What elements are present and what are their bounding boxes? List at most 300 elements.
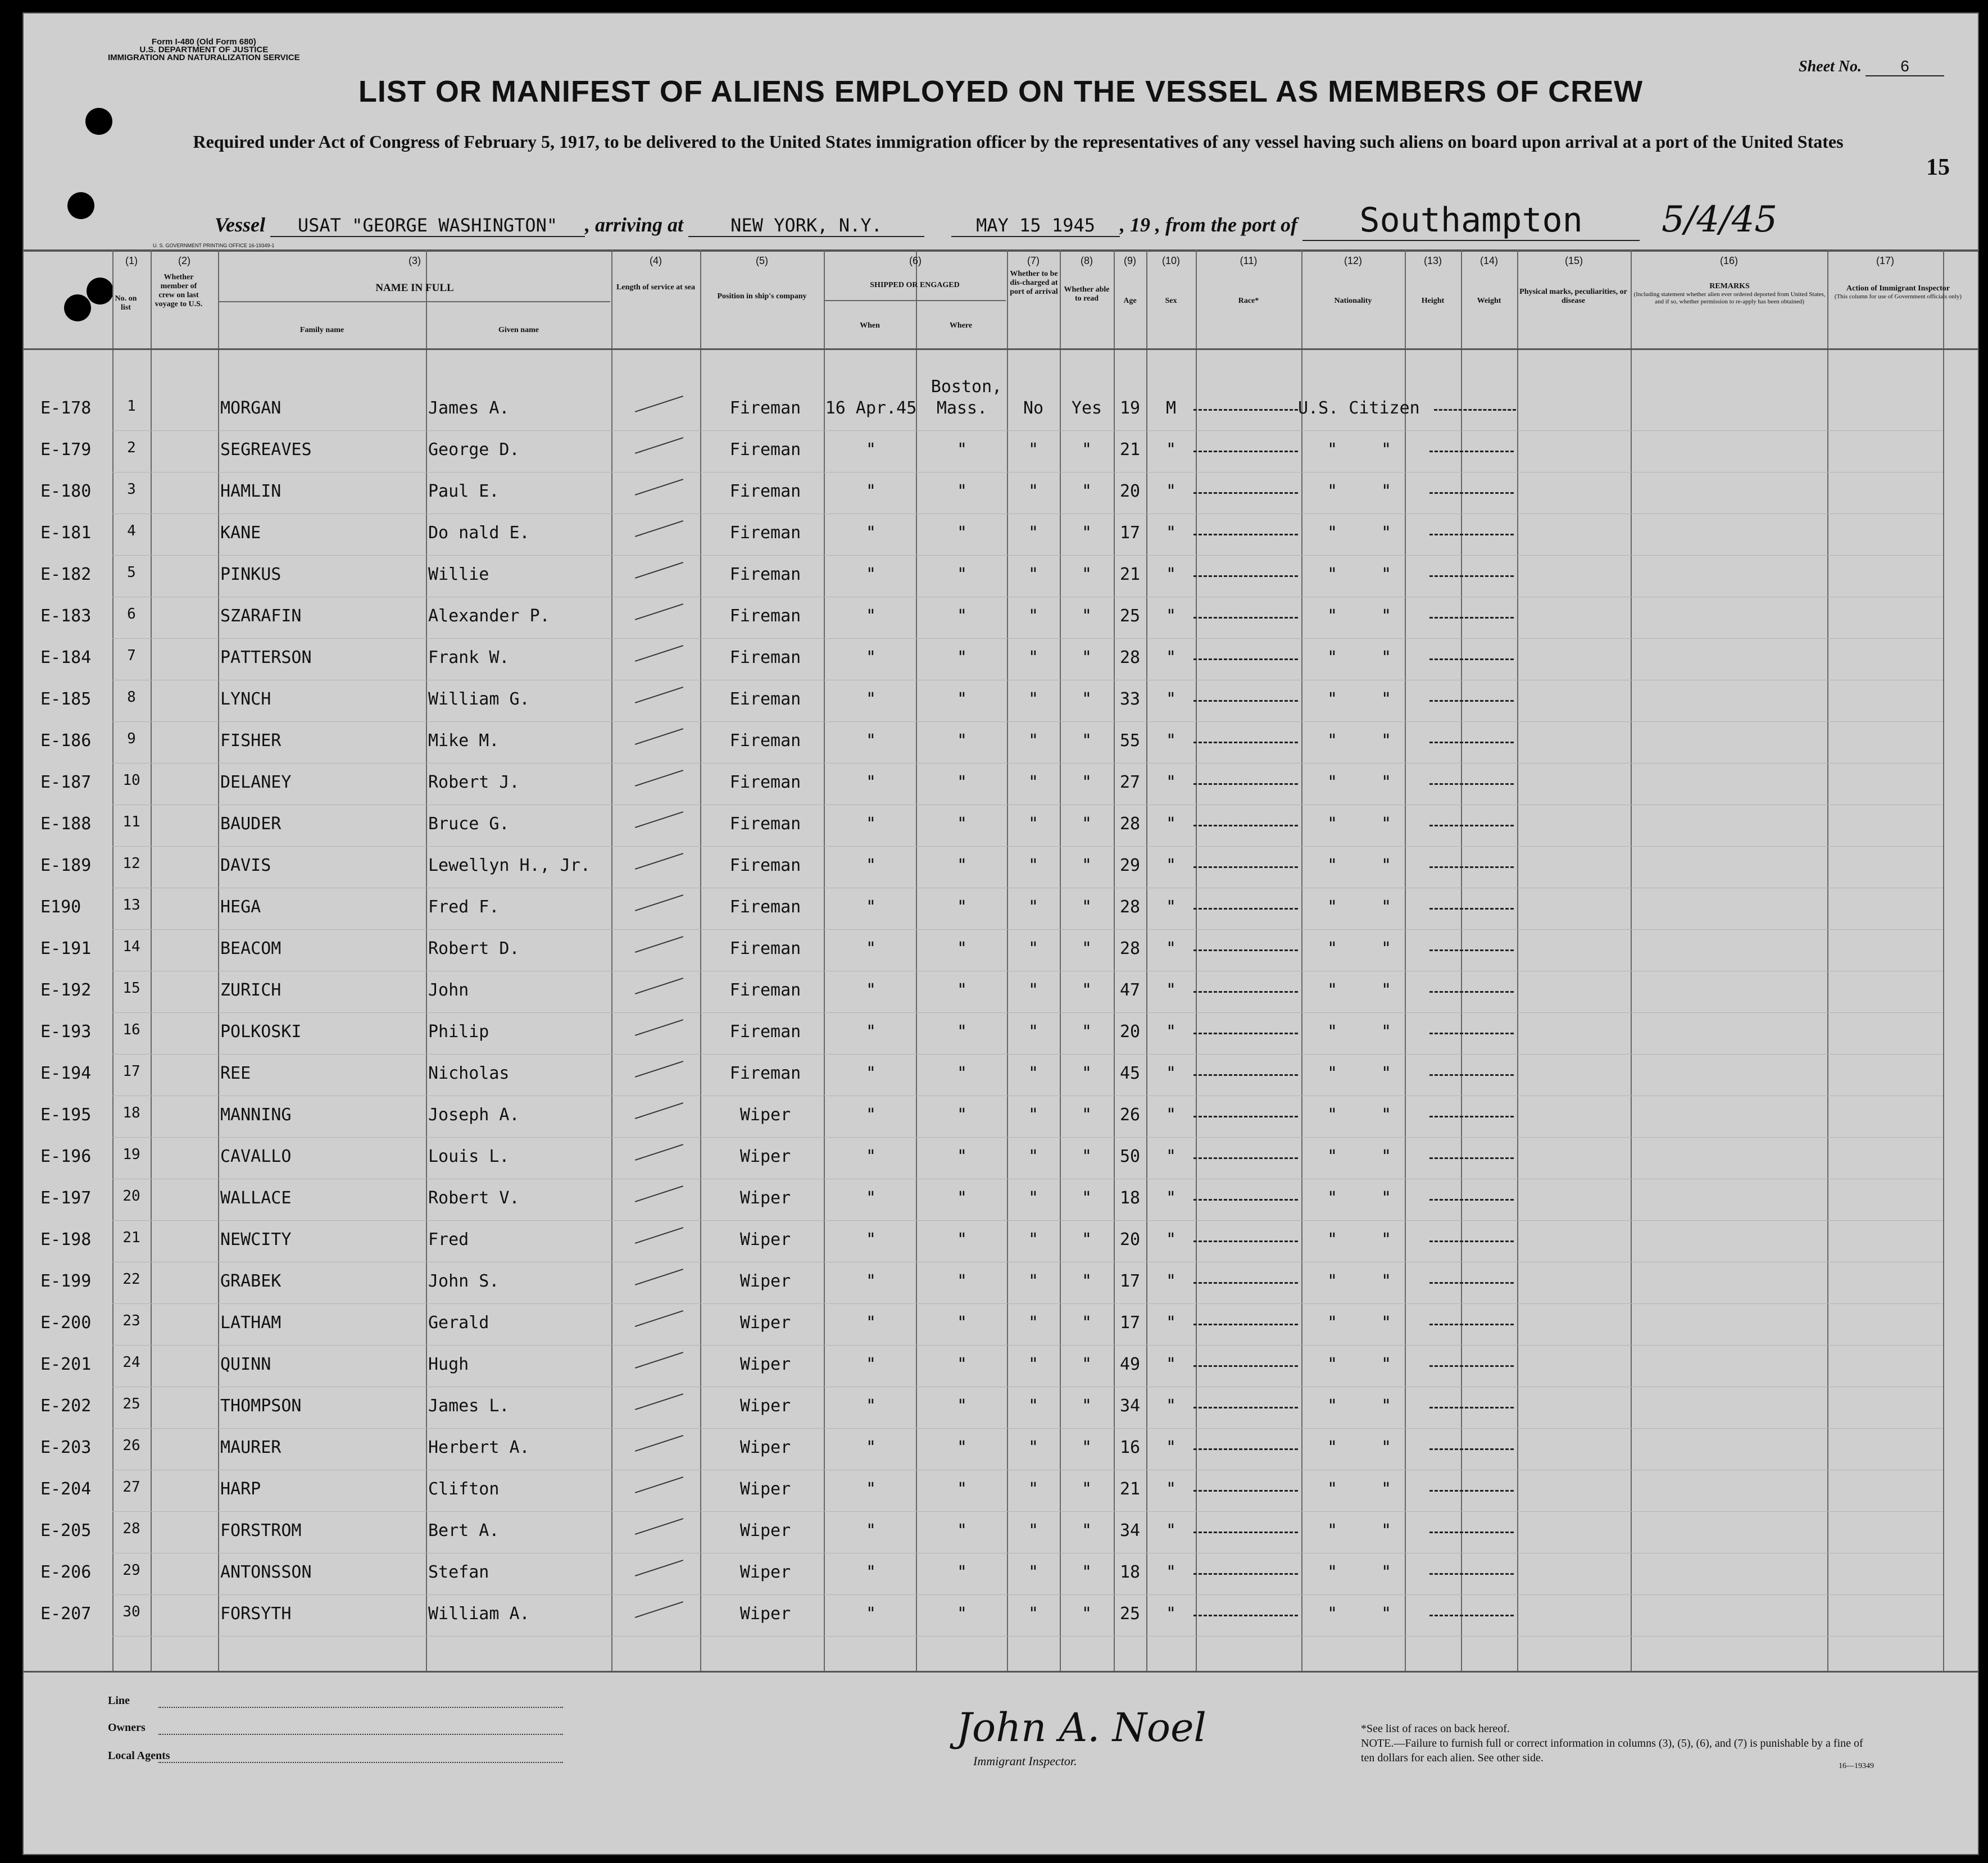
position: Wiper xyxy=(739,1105,791,1125)
ditto-able-read: " xyxy=(1081,897,1092,917)
col-last-voyage-header: Whether member of crew on last voyage to U.S. xyxy=(155,273,203,308)
age: 16 xyxy=(1119,1438,1141,1457)
ditto-when: " xyxy=(865,773,877,792)
discharged: No xyxy=(1023,398,1044,418)
ditto-able-read: " xyxy=(1081,939,1092,958)
ditto-nationality: " xyxy=(1381,481,1392,501)
given-name: Robert D. xyxy=(428,939,520,958)
age: 20 xyxy=(1119,1230,1141,1249)
column-rule xyxy=(112,249,114,1671)
column-rule xyxy=(1517,249,1518,1671)
family-name: POLKOSKI xyxy=(220,1022,302,1042)
ditto-nationality: " xyxy=(1381,689,1392,709)
column-rule xyxy=(1196,249,1197,1671)
column-number: (6) xyxy=(909,255,922,266)
ditto-when: " xyxy=(865,1147,877,1166)
vessel-name: USAT "GEORGE WASHINGTON" xyxy=(270,215,585,237)
service-check-mark xyxy=(635,894,683,911)
family-name: WALLACE xyxy=(220,1188,292,1208)
crew-id: E-203 xyxy=(40,1438,92,1457)
service-check-mark xyxy=(635,1019,683,1036)
family-name: MORGAN xyxy=(220,398,282,418)
ditto-where: " xyxy=(956,1230,968,1249)
column-rule xyxy=(1114,249,1115,1671)
ditto-sex: " xyxy=(1165,1271,1177,1291)
crew-id: E-179 xyxy=(40,440,92,460)
column-rule xyxy=(700,249,701,1671)
ditto-nationality: " xyxy=(1381,1562,1392,1582)
ditto-sex: " xyxy=(1165,481,1177,501)
position: Fireman xyxy=(729,398,801,418)
ditto-sex: " xyxy=(1165,1604,1177,1624)
ditto-where: " xyxy=(956,1604,968,1624)
ditto-when: " xyxy=(865,1271,877,1291)
family-name: HARP xyxy=(220,1479,261,1499)
ditto-sex: " xyxy=(1165,648,1177,667)
ditto-where: " xyxy=(956,939,968,958)
ditto-nationality: " xyxy=(1327,939,1338,958)
family-name: GRABEK xyxy=(220,1271,282,1291)
ditto-nationality: " xyxy=(1381,606,1392,626)
col-height-header: Height xyxy=(1421,297,1445,305)
row-number: 16 xyxy=(122,1021,140,1038)
crew-id: E-184 xyxy=(40,648,92,667)
family-name: FORSYTH xyxy=(220,1604,292,1624)
given-name: Gerald xyxy=(428,1313,489,1333)
ditto-where: " xyxy=(956,1479,968,1499)
family-name: HAMLIN xyxy=(220,481,282,501)
age: 28 xyxy=(1119,648,1141,667)
punch-hole xyxy=(85,108,112,135)
given-name: Willie xyxy=(428,565,489,584)
ditto-nationality: " xyxy=(1381,1271,1392,1291)
ditto-when: " xyxy=(865,440,877,460)
ditto-able-read: " xyxy=(1081,731,1092,751)
column-number: (8) xyxy=(1081,255,1093,266)
col-remarks-header: REMARKS (Including statement whether alien ever ordered deported from United States, and if so, whether permission to re-apply has been obtained) xyxy=(1633,282,1826,305)
ditto-sex: " xyxy=(1165,773,1177,792)
ditto-sex: " xyxy=(1165,565,1177,584)
family-name: FISHER xyxy=(220,731,282,751)
form-identifier: Form I-480 (Old Form 680) U.S. DEPARTMENT OF JUSTICE IMMIGRATION AND NATURALIZATION SERVICE xyxy=(108,37,300,62)
ditto-sex: " xyxy=(1165,440,1177,460)
family-name: PATTERSON xyxy=(220,648,312,667)
row-number: 14 xyxy=(122,938,140,955)
ditto-when: " xyxy=(865,1230,877,1249)
ditto-nationality: " xyxy=(1381,1022,1392,1042)
column-rule xyxy=(426,249,427,1671)
family-name: THOMPSON xyxy=(220,1396,302,1416)
crew-id: E-196 xyxy=(40,1147,92,1166)
given-name: Fred xyxy=(428,1230,469,1249)
position: Fireman xyxy=(729,648,801,667)
ditto-when: " xyxy=(865,481,877,501)
punch-hole xyxy=(67,192,94,219)
ditto-nationality: " xyxy=(1381,1479,1392,1499)
ditto-discharged: " xyxy=(1028,1188,1039,1208)
ditto-nationality: " xyxy=(1381,648,1392,667)
position: Fireman xyxy=(729,814,801,834)
col-nationality-header: Nationality xyxy=(1334,297,1372,305)
family-name: LATHAM xyxy=(220,1313,282,1333)
row-number: 17 xyxy=(122,1063,140,1080)
column-number: (9) xyxy=(1124,255,1136,266)
ditto-nationality: " xyxy=(1327,856,1338,875)
age: 25 xyxy=(1119,1604,1141,1624)
ditto-sex: " xyxy=(1165,606,1177,626)
crew-id: E-191 xyxy=(40,939,92,958)
ditto-where: " xyxy=(956,980,968,1000)
column-number: (14) xyxy=(1479,255,1498,266)
crew-id: E-194 xyxy=(40,1064,92,1083)
service-check-mark xyxy=(635,437,683,454)
ditto-nationality: " xyxy=(1381,1230,1392,1249)
family-name: SEGREAVES xyxy=(220,440,312,460)
row-number: 27 xyxy=(122,1479,140,1496)
ditto-nationality: " xyxy=(1327,565,1338,584)
age: 28 xyxy=(1119,897,1141,917)
age: 34 xyxy=(1119,1521,1141,1541)
ditto-where: " xyxy=(956,897,968,917)
family-name: NEWCITY xyxy=(220,1230,292,1249)
crew-id: E-199 xyxy=(40,1271,92,1291)
family-name: LYNCH xyxy=(220,689,271,709)
punch-hole xyxy=(64,294,91,321)
ditto-where: " xyxy=(956,523,968,543)
ditto-when: " xyxy=(865,565,877,584)
service-check-mark xyxy=(635,1310,683,1327)
service-check-mark xyxy=(635,1144,683,1161)
row-number: 6 xyxy=(127,606,136,622)
given-name: Lewellyn H., Jr. xyxy=(428,856,591,875)
crew-id: E-197 xyxy=(40,1188,92,1208)
row-number: 3 xyxy=(127,481,136,498)
crew-id: E-180 xyxy=(40,481,92,501)
ditto-nationality: " xyxy=(1381,1438,1392,1457)
given-name: Clifton xyxy=(428,1479,500,1499)
row-number: 10 xyxy=(122,772,140,789)
ditto-able-read: " xyxy=(1081,1064,1092,1083)
ditto-when: " xyxy=(865,1313,877,1333)
service-check-mark xyxy=(635,1518,683,1535)
col-name-header: NAME IN FULL xyxy=(375,282,454,294)
col-action-header: Action of Immigrant Inspector (This column for use of Government officials only) xyxy=(1834,284,1962,300)
shipped-where: Mass. xyxy=(936,398,988,418)
column-rule xyxy=(1827,249,1828,1671)
ditto-when: " xyxy=(865,1064,877,1083)
ditto-when: " xyxy=(865,1562,877,1582)
ditto-nationality: " xyxy=(1381,1188,1392,1208)
service-check-mark xyxy=(635,1061,683,1078)
row-number: 4 xyxy=(127,522,136,539)
column-number: (5) xyxy=(756,255,768,266)
ditto-nationality: " xyxy=(1381,1064,1392,1083)
position: Fireman xyxy=(729,1064,801,1083)
ditto-able-read: " xyxy=(1081,648,1092,667)
ditto-nationality: " xyxy=(1327,606,1338,626)
ditto-when: " xyxy=(865,689,877,709)
column-number: (2) xyxy=(178,255,190,266)
service-check-mark xyxy=(635,978,683,994)
ditto-able-read: " xyxy=(1081,1604,1092,1624)
column-rule xyxy=(1060,249,1061,1671)
sex: M xyxy=(1165,398,1177,418)
ditto-able-read: " xyxy=(1081,980,1092,1000)
ditto-able-read: " xyxy=(1081,689,1092,709)
crew-id: E-181 xyxy=(40,523,92,543)
crew-id: E-207 xyxy=(40,1604,92,1624)
position: Fireman xyxy=(729,481,801,501)
sheet-number: Sheet No. 6 xyxy=(1799,57,1944,76)
ditto-nationality: " xyxy=(1381,1147,1392,1166)
ditto-when: " xyxy=(865,648,877,667)
age: 50 xyxy=(1119,1147,1141,1166)
ditto-nationality: " xyxy=(1327,773,1338,792)
column-number: (1) xyxy=(125,255,138,266)
ditto-able-read: " xyxy=(1081,773,1092,792)
ditto-nationality: " xyxy=(1381,1396,1392,1416)
ditto-able-read: " xyxy=(1081,523,1092,543)
family-name: HEGA xyxy=(220,897,261,917)
position: Eireman xyxy=(729,689,801,709)
family-name: MAURER xyxy=(220,1438,282,1457)
ditto-able-read: " xyxy=(1081,1022,1092,1042)
ditto-able-read: " xyxy=(1081,1105,1092,1125)
row-number: 8 xyxy=(127,689,136,706)
ditto-discharged: " xyxy=(1028,897,1039,917)
ditto-where: " xyxy=(956,1064,968,1083)
ditto-able-read: " xyxy=(1081,565,1092,584)
column-rule xyxy=(824,249,825,1671)
ditto-discharged: " xyxy=(1028,814,1039,834)
ditto-discharged: " xyxy=(1028,856,1039,875)
ditto-discharged: " xyxy=(1028,689,1039,709)
service-check-mark xyxy=(635,728,683,745)
service-check-mark xyxy=(635,479,683,496)
service-check-mark xyxy=(635,853,683,870)
age: 17 xyxy=(1119,523,1141,543)
age: 26 xyxy=(1119,1105,1141,1125)
line-label: Line xyxy=(108,1694,130,1707)
crew-id: E-189 xyxy=(40,856,92,875)
crew-id: E-178 xyxy=(40,398,92,418)
column-number: (17) xyxy=(1876,255,1894,266)
page-number: 15 xyxy=(1926,155,1950,180)
family-name: MANNING xyxy=(220,1105,292,1125)
ditto-nationality: " xyxy=(1327,1064,1338,1083)
ditto-able-read: " xyxy=(1081,440,1092,460)
service-check-mark xyxy=(635,1185,683,1202)
ditto-nationality: " xyxy=(1327,1313,1338,1333)
crew-id: E-188 xyxy=(40,814,92,834)
family-name: ANTONSSON xyxy=(220,1562,312,1582)
position: Fireman xyxy=(729,939,801,958)
given-name: Hugh xyxy=(428,1355,469,1374)
age: 45 xyxy=(1119,1064,1141,1083)
ditto-nationality: " xyxy=(1327,1438,1338,1457)
age: 25 xyxy=(1119,606,1141,626)
position: Fireman xyxy=(729,440,801,460)
given-name: James L. xyxy=(428,1396,510,1416)
given-name: William A. xyxy=(428,1604,530,1624)
ditto-sex: " xyxy=(1165,814,1177,834)
age: 20 xyxy=(1119,1022,1141,1042)
ditto-where: " xyxy=(956,856,968,875)
ditto-nationality: " xyxy=(1327,1271,1338,1291)
given-name: Mike M. xyxy=(428,731,500,751)
row-number: 7 xyxy=(127,647,136,664)
owners-label: Owners xyxy=(108,1721,146,1734)
ditto-discharged: " xyxy=(1028,1521,1039,1541)
service-check-mark xyxy=(635,1393,683,1410)
ditto-discharged: " xyxy=(1028,1313,1039,1333)
col-shipped-header: SHIPPED OR ENGAGED xyxy=(870,281,960,289)
given-name: Bruce G. xyxy=(428,814,510,834)
row-number: 24 xyxy=(122,1354,140,1371)
position: Wiper xyxy=(739,1355,791,1374)
col-where-header: Where xyxy=(949,321,973,330)
ditto-nationality: " xyxy=(1327,1355,1338,1374)
ditto-nationality: " xyxy=(1327,897,1338,917)
crew-id: E-195 xyxy=(40,1105,92,1125)
ditto-nationality: " xyxy=(1327,1147,1338,1166)
crew-id: E-198 xyxy=(40,1230,92,1249)
ditto-nationality: " xyxy=(1381,897,1392,917)
col-able-read-header: Whether able to read xyxy=(1064,285,1110,303)
ditto-discharged: " xyxy=(1028,1064,1039,1083)
col-age-header: Age xyxy=(1123,297,1137,305)
ditto-discharged: " xyxy=(1028,523,1039,543)
age: 18 xyxy=(1119,1188,1141,1208)
service-check-mark xyxy=(635,1269,683,1285)
age: 20 xyxy=(1119,481,1141,501)
service-check-mark xyxy=(635,687,683,703)
row-number: 15 xyxy=(122,980,140,997)
given-name: Paul E. xyxy=(428,481,500,501)
ditto-able-read: " xyxy=(1081,481,1092,501)
crew-id: E-185 xyxy=(40,689,92,709)
age: 27 xyxy=(1119,773,1141,792)
ditto-nationality: " xyxy=(1327,1022,1338,1042)
ditto-when: " xyxy=(865,939,877,958)
ditto-sex: " xyxy=(1165,1479,1177,1499)
position: Wiper xyxy=(739,1230,791,1249)
position: Wiper xyxy=(739,1396,791,1416)
ditto-nationality: " xyxy=(1327,1105,1338,1125)
column-rule xyxy=(1405,249,1406,1671)
document-title: LIST OR MANIFEST OF ALIENS EMPLOYED ON THE VESSEL AS MEMBERS OF CREW xyxy=(358,75,1644,108)
col-position-header: Position in ship's company xyxy=(717,292,807,301)
position: Wiper xyxy=(739,1562,791,1582)
age: 29 xyxy=(1119,856,1141,875)
family-name: DELANEY xyxy=(220,773,292,792)
ditto-where: " xyxy=(956,1396,968,1416)
row-number: 13 xyxy=(122,897,140,914)
ditto-nationality: " xyxy=(1381,773,1392,792)
ditto-when: " xyxy=(865,1604,877,1624)
given-name: John S. xyxy=(428,1271,500,1291)
column-number: (12) xyxy=(1344,255,1362,266)
ditto-nationality: " xyxy=(1327,440,1338,460)
crew-id: E-201 xyxy=(40,1355,92,1374)
family-name: ZURICH xyxy=(220,980,282,1000)
row-number: 1 xyxy=(127,398,136,415)
crew-id: E-192 xyxy=(40,980,92,1000)
column-rule xyxy=(1301,249,1302,1671)
ditto-able-read: " xyxy=(1081,1521,1092,1541)
ditto-able-read: " xyxy=(1081,1313,1092,1333)
document-subtitle: Required under Act of Congress of February 5, 1917, to be delivered to the United States immigration officer by the representatives of any vessel having such aliens on board upon arrival at a port of the United States xyxy=(193,131,1844,152)
crew-id: E-193 xyxy=(40,1022,92,1042)
ditto-sex: " xyxy=(1165,897,1177,917)
ditto-sex: " xyxy=(1165,980,1177,1000)
given-name: James A. xyxy=(428,398,510,418)
service-check-mark xyxy=(635,520,683,537)
ditto-discharged: " xyxy=(1028,939,1039,958)
ditto-when: " xyxy=(865,1521,877,1541)
ditto-discharged: " xyxy=(1028,1479,1039,1499)
col-given-name-header: Given name xyxy=(498,326,539,334)
row-number: 12 xyxy=(122,855,140,872)
given-name: Robert V. xyxy=(428,1188,520,1208)
service-check-mark xyxy=(635,1601,683,1618)
age: 28 xyxy=(1119,939,1141,958)
ditto-where: " xyxy=(956,1105,968,1125)
given-name: Do nald E. xyxy=(428,523,530,543)
ditto-nationality: " xyxy=(1327,731,1338,751)
column-rule xyxy=(1461,249,1462,1671)
ditto-where: " xyxy=(956,1188,968,1208)
position: Wiper xyxy=(739,1271,791,1291)
ditto-when: " xyxy=(865,980,877,1000)
row-number: 26 xyxy=(122,1437,140,1454)
ditto-sex: " xyxy=(1165,1230,1177,1249)
position: Wiper xyxy=(739,1147,791,1166)
ditto-where: " xyxy=(956,1313,968,1333)
ditto-where: " xyxy=(956,1562,968,1582)
arrival-date: MAY 15 1945 xyxy=(951,215,1120,237)
family-name: BEACOM xyxy=(220,939,282,958)
position: Fireman xyxy=(729,606,801,626)
inspector-signature: John A. Noel xyxy=(956,1705,1206,1751)
crew-id: E-206 xyxy=(40,1562,92,1582)
crew-id: E-204 xyxy=(40,1479,92,1499)
ditto-when: " xyxy=(865,897,877,917)
ditto-discharged: " xyxy=(1028,606,1039,626)
ditto-able-read: " xyxy=(1081,1188,1092,1208)
ditto-where: " xyxy=(956,1147,968,1166)
row-number: 21 xyxy=(122,1229,140,1246)
ditto-when: " xyxy=(865,1022,877,1042)
ditto-able-read: " xyxy=(1081,1271,1092,1291)
service-check-mark xyxy=(635,936,683,953)
ditto-where: " xyxy=(956,773,968,792)
ditto-nationality: " xyxy=(1381,565,1392,584)
ditto-when: " xyxy=(865,814,877,834)
ditto-where: " xyxy=(956,1271,968,1291)
row-number: 18 xyxy=(122,1105,140,1121)
ditto-when: " xyxy=(865,1188,877,1208)
ditto-sex: " xyxy=(1165,523,1177,543)
ditto-discharged: " xyxy=(1028,773,1039,792)
row-number: 19 xyxy=(122,1146,140,1163)
service-check-mark xyxy=(635,770,683,787)
ditto-discharged: " xyxy=(1028,1147,1039,1166)
ditto-discharged: " xyxy=(1028,1022,1039,1042)
ditto-nationality: " xyxy=(1381,1604,1392,1624)
ditto-nationality: " xyxy=(1381,856,1392,875)
crew-id: E-187 xyxy=(40,773,92,792)
